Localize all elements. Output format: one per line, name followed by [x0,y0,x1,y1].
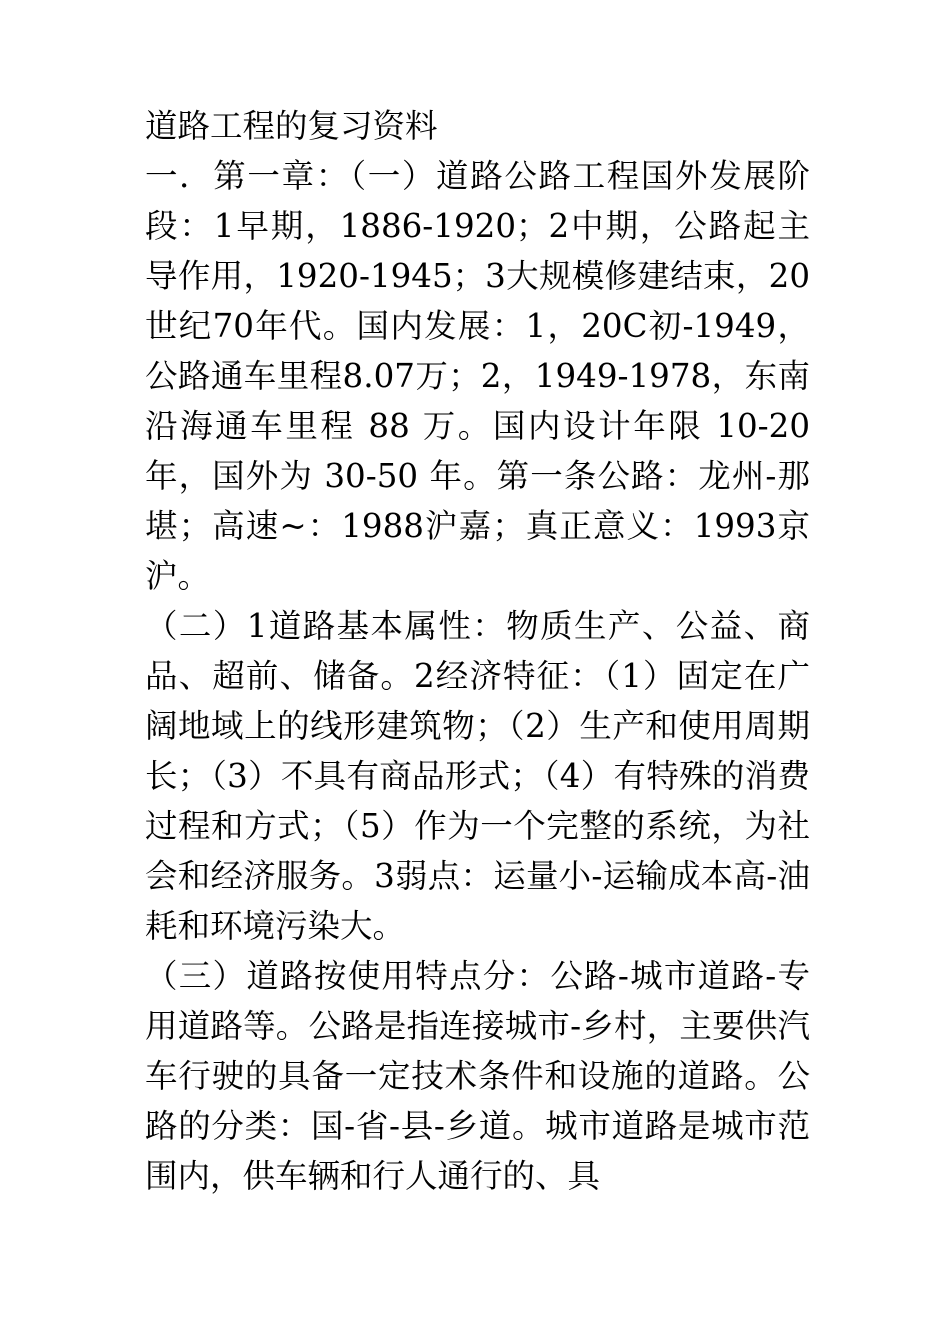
document-title: 道路工程的复习资料 [145,107,438,145]
document-body [145,101,810,1201]
paragraph-road-attributes: （二）1道路基本属性：物质生产、公益、商品、超前、储备。2经济特征：（1）固定在广阔地域上的线形建筑物；（2）生产和使用周期长；（3）不具有商品形式；（4）有特殊的消费过程和方式；（5）作为一个完整的系统，为社会和经济服务。3弱点：运量小-运输成本高-油耗和环境污染大。 [145,607,810,945]
paragraph-chapter-one: 一．第一章：（一）道路公路工程国外发展阶段：1早期，1886-1920；2中期，公路起主导作用，1920-1945；3大规模修建结束，20世纪70年代。国内发展：1，20C初-1949，公路通车里程8.07万；2，1949-1978，东南沿海通车里程 88 万。国内设计年限 10-20年，国外为 30-50 年。第一条公路：龙州-那堪；高速~：1988沪嘉；真正意义：1993京沪。 [145,157,810,595]
paragraph-road-classification: （三）道路按使用特点分：公路-城市道路-专用道路等。公路是指连接城市-乡村，主要供汽车行驶的具备一定技术条件和设施的道路。公路的分类：国-省-县-乡道。城市道路是城市范围内，供车辆和行人通行的、具 [145,957,810,1195]
